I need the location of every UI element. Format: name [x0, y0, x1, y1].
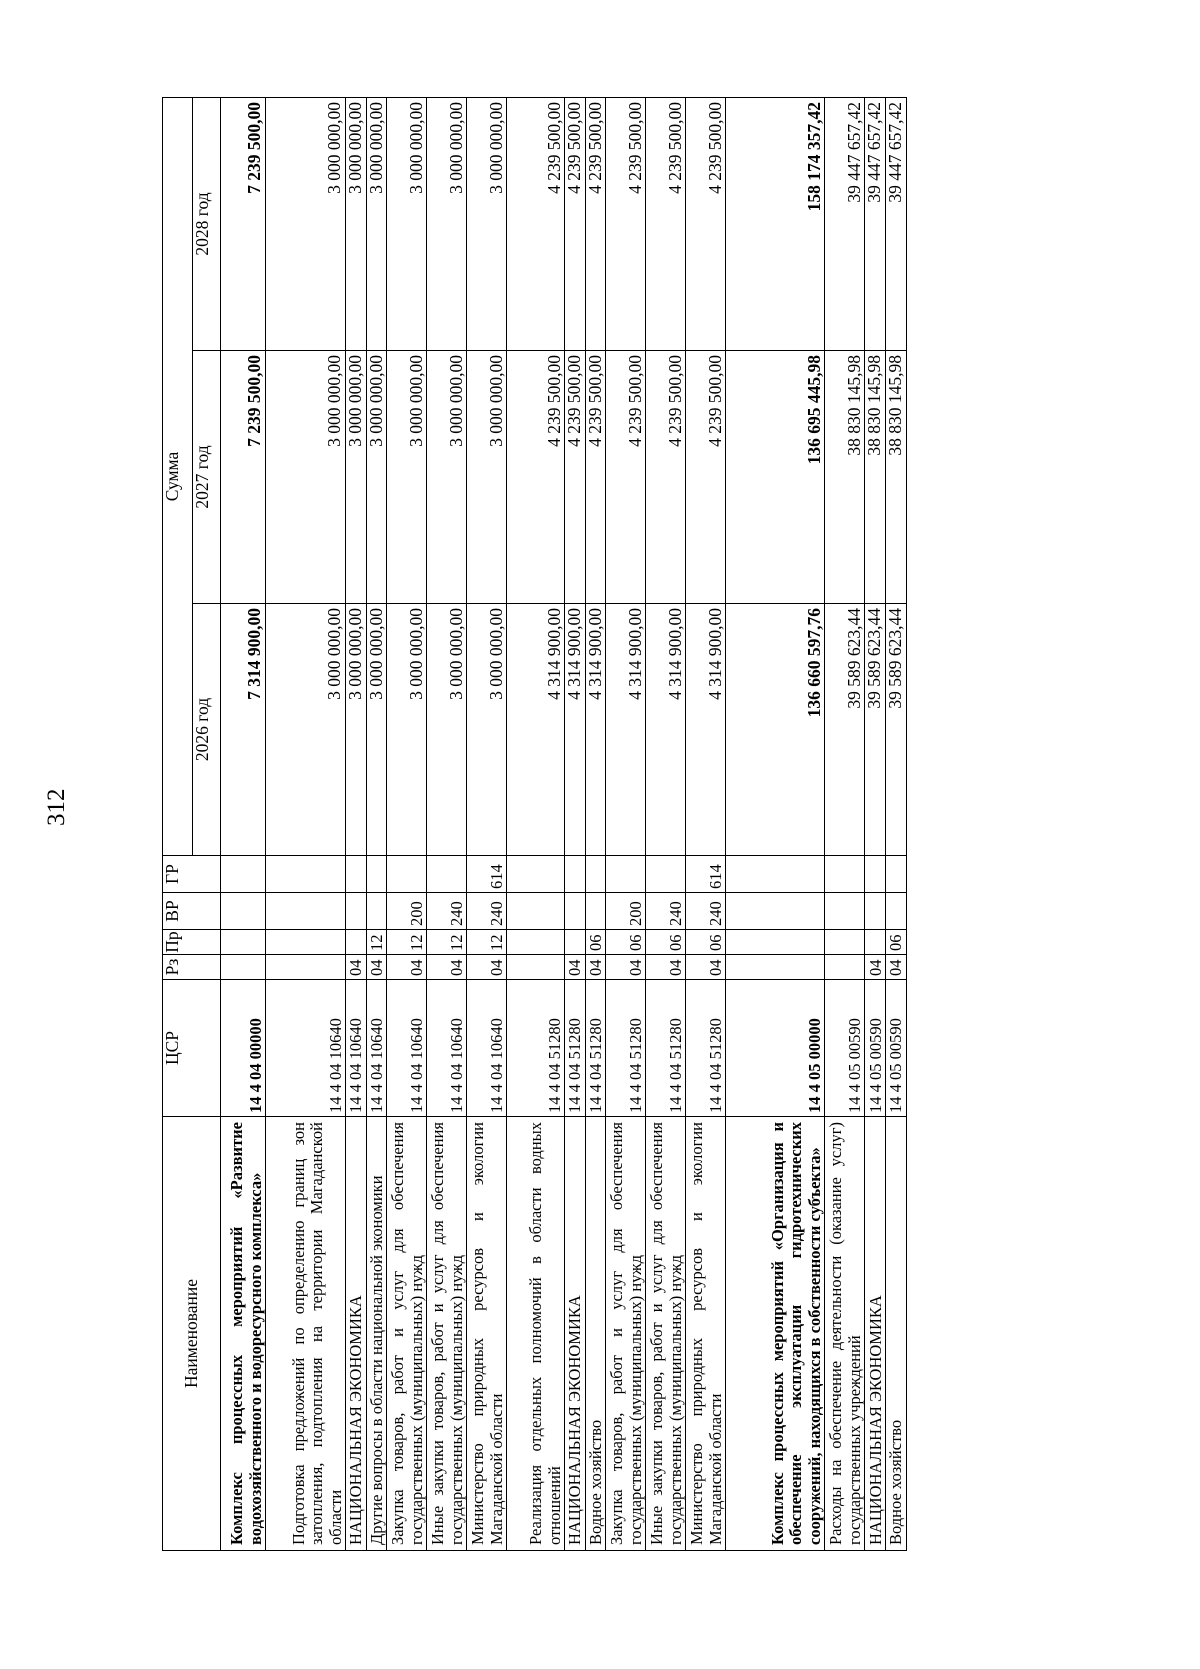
row-vr	[726, 893, 825, 930]
header-2027: 2027 год	[193, 351, 221, 604]
row-2027: 4 239 500,00	[565, 351, 586, 604]
row-gr	[346, 856, 367, 893]
row-csr: 14 4 05 00590	[885, 980, 906, 1117]
row-2026: 4 314 900,00	[565, 604, 586, 856]
row-pr: 06	[885, 930, 906, 955]
row-pr: 12	[427, 930, 467, 955]
row-name: Другие вопросы в области национальной экономики	[366, 1117, 387, 1551]
row-2028: 3 000 000,00	[427, 98, 467, 351]
row-rz: 04	[565, 955, 586, 980]
row-2028: 3 000 000,00	[346, 98, 367, 351]
row-2027: 38 830 145,98	[885, 351, 906, 604]
table-row	[865, 98, 886, 1551]
row-2026: 39 589 623,44	[885, 604, 906, 856]
row-2028: 4 239 500,00	[646, 98, 686, 351]
row-rz	[726, 955, 825, 980]
row-vr	[507, 893, 565, 930]
row-rz	[266, 955, 346, 980]
row-2026: 4 314 900,00	[686, 604, 726, 856]
row-rz: 04	[427, 955, 467, 980]
table-row	[346, 98, 367, 1551]
row-name: Иные закупки товаров, работ и услуг для обеспечения государственных (муниципальных) нужд	[427, 1117, 467, 1551]
header-gr: ГР	[163, 856, 221, 893]
row-name: Водное хозяйство	[885, 1117, 906, 1551]
row-2026: 39 589 623,44	[865, 604, 886, 856]
header-vr: ВР	[163, 893, 221, 930]
row-2027: 3 000 000,00	[427, 351, 467, 604]
row-name: Министерство природных ресурсов и экологии Магаданской области	[467, 1117, 507, 1551]
table-row	[507, 98, 565, 1551]
row-rz	[825, 955, 865, 980]
row-csr: 14 4 04 10640	[266, 980, 346, 1117]
row-2028: 3 000 000,00	[266, 98, 346, 351]
row-csr: 14 4 04 51280	[606, 980, 646, 1117]
row-2026: 136 660 597,76	[726, 604, 825, 856]
row-2028: 4 239 500,00	[686, 98, 726, 351]
row-2028: 158 174 357,42	[726, 98, 825, 351]
row-2028: 3 000 000,00	[387, 98, 427, 351]
row-pr: 06	[585, 930, 606, 955]
table-header-row	[163, 98, 193, 1551]
table-row	[686, 98, 726, 1551]
row-rz: 04	[366, 955, 387, 980]
row-2028: 3 000 000,00	[366, 98, 387, 351]
row-2027: 4 239 500,00	[507, 351, 565, 604]
row-2027: 4 239 500,00	[585, 351, 606, 604]
row-2027: 3 000 000,00	[346, 351, 367, 604]
row-2027: 4 239 500,00	[686, 351, 726, 604]
table-row	[221, 98, 266, 1551]
row-pr	[221, 930, 266, 955]
row-pr: 06	[606, 930, 646, 955]
row-csr: 14 4 04 51280	[565, 980, 586, 1117]
row-name: Иные закупки товаров, работ и услуг для обеспечения государственных (муниципальных) нужд	[646, 1117, 686, 1551]
row-name: НАЦИОНАЛЬНАЯ ЭКОНОМИКА	[346, 1117, 367, 1551]
row-rz: 04	[686, 955, 726, 980]
row-rz: 04	[865, 955, 886, 980]
row-vr	[825, 893, 865, 930]
row-name: Подготовка предложений по определению границ зон затопления, подтопления на территории Магаданской области	[266, 1117, 346, 1551]
row-2026: 4 314 900,00	[606, 604, 646, 856]
row-2028: 39 447 657,42	[865, 98, 886, 351]
row-vr	[865, 893, 886, 930]
header-2026: 2026 год	[193, 604, 221, 856]
row-csr: 14 4 04 10640	[346, 980, 367, 1117]
row-csr: 14 4 05 00000	[726, 980, 825, 1117]
row-2026: 3 000 000,00	[346, 604, 367, 856]
row-rz: 04	[346, 955, 367, 980]
row-vr	[221, 893, 266, 930]
row-name: Реализация отдельных полномочий в области водных отношений	[507, 1117, 565, 1551]
row-pr	[865, 930, 886, 955]
row-csr: 14 4 04 10640	[467, 980, 507, 1117]
row-2027: 7 239 500,00	[221, 351, 266, 604]
row-pr	[726, 930, 825, 955]
row-csr: 14 4 04 10640	[387, 980, 427, 1117]
row-2026: 4 314 900,00	[585, 604, 606, 856]
table-row	[387, 98, 427, 1551]
table-row	[726, 98, 825, 1551]
row-vr	[885, 893, 906, 930]
row-vr: 240	[427, 893, 467, 930]
row-2026: 3 000 000,00	[387, 604, 427, 856]
row-2026: 3 000 000,00	[427, 604, 467, 856]
row-2026: 3 000 000,00	[266, 604, 346, 856]
row-pr	[346, 930, 367, 955]
row-name: Расходы на обеспечение деятельности (оказание услуг) государственных учреждений	[825, 1117, 865, 1551]
table-row	[427, 98, 467, 1551]
row-csr: 14 4 04 51280	[686, 980, 726, 1117]
table-row	[266, 98, 346, 1551]
row-2028: 3 000 000,00	[467, 98, 507, 351]
row-2026: 3 000 000,00	[467, 604, 507, 856]
row-csr: 14 4 04 10640	[366, 980, 387, 1117]
row-rz: 04	[467, 955, 507, 980]
table-row	[825, 98, 865, 1551]
row-2028: 39 447 657,42	[885, 98, 906, 351]
row-name: НАЦИОНАЛЬНАЯ ЭКОНОМИКА	[565, 1117, 586, 1551]
page-number: 312	[43, 788, 70, 826]
row-vr: 240	[646, 893, 686, 930]
row-name: Комплекс процессных мероприятий «Развитие водохозяйственного и водоресурсного комплекса»	[221, 1117, 266, 1551]
row-pr	[507, 930, 565, 955]
row-pr	[565, 930, 586, 955]
row-rz: 04	[585, 955, 606, 980]
row-gr	[865, 856, 886, 893]
row-vr	[585, 893, 606, 930]
header-name: Наименование	[163, 1117, 221, 1551]
budget-table	[162, 97, 907, 1551]
row-gr	[585, 856, 606, 893]
row-pr	[825, 930, 865, 955]
row-csr: 14 4 05 00590	[865, 980, 886, 1117]
row-pr: 12	[467, 930, 507, 955]
table-row	[467, 98, 507, 1551]
row-gr: 614	[686, 856, 726, 893]
row-2027: 38 830 145,98	[865, 351, 886, 604]
row-2026: 3 000 000,00	[366, 604, 387, 856]
row-vr	[266, 893, 346, 930]
row-rz: 04	[387, 955, 427, 980]
row-gr	[565, 856, 586, 893]
header-sum: Сумма	[163, 98, 193, 856]
table-row	[606, 98, 646, 1551]
row-2026: 4 314 900,00	[507, 604, 565, 856]
row-vr	[346, 893, 367, 930]
row-gr	[885, 856, 906, 893]
row-rz	[507, 955, 565, 980]
row-name: Закупка товаров, работ и услуг для обеспечения государственных (муниципальных) нужд	[606, 1117, 646, 1551]
row-rz	[221, 955, 266, 980]
row-2027: 4 239 500,00	[606, 351, 646, 604]
row-pr: 06	[646, 930, 686, 955]
row-name: Водное хозяйство	[585, 1117, 606, 1551]
row-2026: 4 314 900,00	[646, 604, 686, 856]
row-rz: 04	[885, 955, 906, 980]
row-gr	[507, 856, 565, 893]
row-gr	[726, 856, 825, 893]
row-pr: 12	[387, 930, 427, 955]
row-pr	[266, 930, 346, 955]
row-2027: 3 000 000,00	[366, 351, 387, 604]
table-row	[646, 98, 686, 1551]
row-gr	[427, 856, 467, 893]
row-csr: 14 4 04 10640	[427, 980, 467, 1117]
row-vr: 200	[387, 893, 427, 930]
table-row	[585, 98, 606, 1551]
row-2027: 38 830 145,98	[825, 351, 865, 604]
row-vr: 200	[606, 893, 646, 930]
row-csr: 14 4 04 51280	[646, 980, 686, 1117]
row-gr	[266, 856, 346, 893]
row-2028: 4 239 500,00	[606, 98, 646, 351]
header-csr: ЦСР	[163, 980, 221, 1117]
row-2028: 4 239 500,00	[585, 98, 606, 351]
row-gr	[387, 856, 427, 893]
row-vr	[366, 893, 387, 930]
row-csr: 14 4 05 00590	[825, 980, 865, 1117]
row-vr	[565, 893, 586, 930]
table-row	[366, 98, 387, 1551]
header-rz: Рз	[163, 955, 221, 980]
table-body	[221, 98, 907, 1551]
row-csr: 14 4 04 51280	[507, 980, 565, 1117]
row-name: Комплекс процессных мероприятий «Организация и обеспечение эксплуатации гидротехнических сооружений, находящихся в собственности субъекта»	[726, 1117, 825, 1551]
header-2028: 2028 год	[193, 98, 221, 351]
row-csr: 14 4 04 51280	[585, 980, 606, 1117]
header-pr: Пр	[163, 930, 221, 955]
row-2028: 7 239 500,00	[221, 98, 266, 351]
row-2027: 136 695 445,98	[726, 351, 825, 604]
row-2027: 4 239 500,00	[646, 351, 686, 604]
row-gr	[366, 856, 387, 893]
rotated-table-container	[162, 98, 1045, 1551]
row-2028: 4 239 500,00	[565, 98, 586, 351]
row-gr	[646, 856, 686, 893]
row-gr	[825, 856, 865, 893]
table-row	[565, 98, 586, 1551]
row-2027: 3 000 000,00	[467, 351, 507, 604]
row-vr: 240	[686, 893, 726, 930]
row-2026: 7 314 900,00	[221, 604, 266, 856]
row-name: Закупка товаров, работ и услуг для обеспечения государственных (муниципальных) нужд	[387, 1117, 427, 1551]
row-2028: 39 447 657,42	[825, 98, 865, 351]
table-row	[885, 98, 906, 1551]
row-2028: 4 239 500,00	[507, 98, 565, 351]
row-gr	[221, 856, 266, 893]
row-rz: 04	[606, 955, 646, 980]
row-2026: 39 589 623,44	[825, 604, 865, 856]
row-2027: 3 000 000,00	[387, 351, 427, 604]
row-pr: 06	[686, 930, 726, 955]
row-gr: 614	[467, 856, 507, 893]
row-csr: 14 4 04 00000	[221, 980, 266, 1117]
row-pr: 12	[366, 930, 387, 955]
row-gr	[606, 856, 646, 893]
row-name: Министерство природных ресурсов и экологии Магаданской области	[686, 1117, 726, 1551]
row-rz: 04	[646, 955, 686, 980]
row-vr: 240	[467, 893, 507, 930]
row-2027: 3 000 000,00	[266, 351, 346, 604]
row-name: НАЦИОНАЛЬНАЯ ЭКОНОМИКА	[865, 1117, 886, 1551]
